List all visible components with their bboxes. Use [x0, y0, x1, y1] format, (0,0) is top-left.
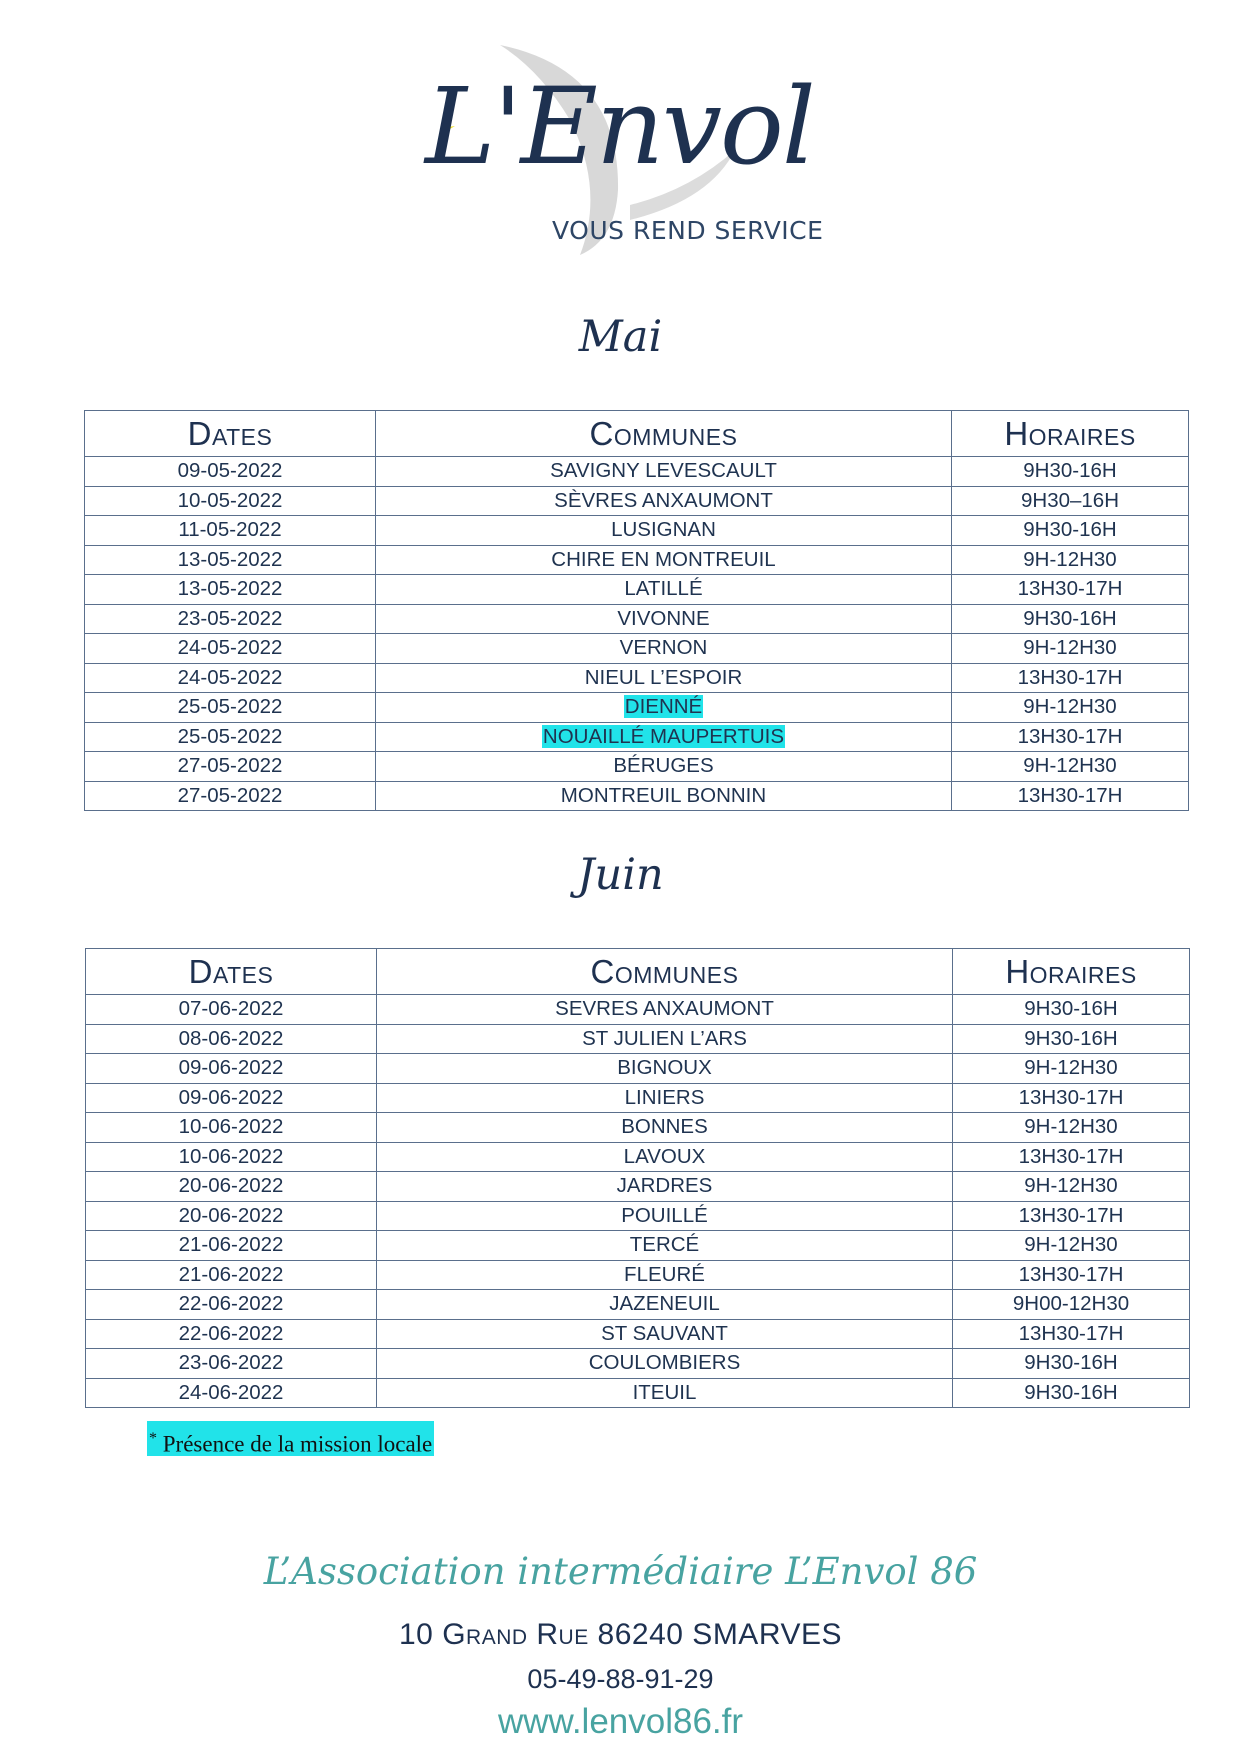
commune-cell: BÉRUGES — [376, 752, 952, 782]
date-cell: 10-06-2022 — [86, 1113, 377, 1143]
date-cell: 09-05-2022 — [85, 457, 376, 487]
date-cell: 13-05-2022 — [85, 545, 376, 575]
note-marker: * — [149, 1430, 157, 1447]
horaire-cell: 13H30-17H — [953, 1142, 1190, 1172]
commune-cell — [376, 693, 952, 723]
commune-cell: ITEUIL — [377, 1378, 953, 1408]
commune-cell: FLEURÉ — [377, 1260, 953, 1290]
phone-number: 05-49-88-91-29 — [527, 1664, 714, 1694]
mission-locale-note — [147, 1421, 434, 1456]
commune-cell: BONNES — [377, 1113, 953, 1143]
address: 10 Grand Rue 86240 SMARVES — [399, 1618, 842, 1651]
table-row — [85, 604, 1189, 634]
date-cell: 22-06-2022 — [86, 1290, 377, 1320]
horaire-cell: 13H30-17H — [952, 663, 1189, 693]
date-cell: 24-06-2022 — [86, 1378, 377, 1408]
horaire-cell: 9H-12H30 — [953, 1054, 1190, 1084]
horaire-cell: 13H30-17H — [952, 575, 1189, 605]
column-header-horaires: Horaires — [953, 949, 1190, 995]
horaire-cell: 13H30-17H — [953, 1260, 1190, 1290]
horaire-cell: 9H-12H30 — [953, 1172, 1190, 1202]
table-row — [86, 1054, 1190, 1084]
commune-cell: NIEUL L’ESPOIR — [376, 663, 952, 693]
table-row — [86, 1260, 1190, 1290]
website-link[interactable]: www.lenvol86.fr — [497, 1702, 744, 1741]
table-row — [85, 722, 1189, 752]
schedule-table-mai — [84, 410, 1189, 811]
highlighted-commune: NOUAILLÉ MAUPERTUIS — [542, 724, 785, 748]
horaire-cell: 13H30-17H — [953, 1319, 1190, 1349]
table-row — [85, 634, 1189, 664]
horaire-cell: 9H30–16H — [952, 486, 1189, 516]
commune-cell: ST JULIEN L’ARS — [377, 1024, 953, 1054]
table-row — [86, 1378, 1190, 1408]
commune-cell: LUSIGNAN — [376, 516, 952, 546]
date-cell: 20-06-2022 — [86, 1201, 377, 1231]
date-cell: 09-06-2022 — [86, 1083, 377, 1113]
horaire-cell: 9H-12H30 — [952, 545, 1189, 575]
date-cell: 25-05-2022 — [85, 693, 376, 723]
table-row — [85, 486, 1189, 516]
commune-cell: ST SAUVANT — [377, 1319, 953, 1349]
horaire-cell: 9H30-16H — [952, 604, 1189, 634]
commune-cell: SÈVRES ANXAUMONT — [376, 486, 952, 516]
commune-cell: JAZENEUIL — [377, 1290, 953, 1320]
table-row — [86, 1172, 1190, 1202]
table-row — [86, 1113, 1190, 1143]
table-row — [86, 1083, 1190, 1113]
date-cell: 08-06-2022 — [86, 1024, 377, 1054]
date-cell: 22-06-2022 — [86, 1319, 377, 1349]
horaire-cell: 9H30-16H — [952, 457, 1189, 487]
column-header-horaires: Horaires — [952, 411, 1189, 457]
horaire-cell: 13H30-17H — [952, 781, 1189, 811]
horaire-cell: 13H30-17H — [953, 1083, 1190, 1113]
date-cell: 09-06-2022 — [86, 1054, 377, 1084]
horaire-cell: 13H30-17H — [953, 1201, 1190, 1231]
table-row — [86, 1024, 1190, 1054]
date-cell: 24-05-2022 — [85, 634, 376, 664]
date-cell: 21-06-2022 — [86, 1231, 377, 1261]
table-header-row — [85, 411, 1189, 457]
horaire-cell: 9H30-16H — [952, 516, 1189, 546]
table-row — [85, 693, 1189, 723]
table-row — [85, 545, 1189, 575]
commune-cell: MONTREUIL BONNIN — [376, 781, 952, 811]
commune-cell: VERNON — [376, 634, 952, 664]
table-row — [86, 1319, 1190, 1349]
horaire-cell: 9H-12H30 — [952, 634, 1189, 664]
commune-cell: SEVRES ANXAUMONT — [377, 995, 953, 1025]
commune-cell: POUILLÉ — [377, 1201, 953, 1231]
horaire-cell: 9H-12H30 — [952, 752, 1189, 782]
date-cell: 21-06-2022 — [86, 1260, 377, 1290]
commune-cell: LATILLÉ — [376, 575, 952, 605]
commune-cell: COULOMBIERS — [377, 1349, 953, 1379]
table-row — [85, 516, 1189, 546]
commune-cell: LINIERS — [377, 1083, 953, 1113]
horaire-cell: 9H30-16H — [953, 1349, 1190, 1379]
column-header-dates: Dates — [86, 949, 377, 995]
table-row — [85, 457, 1189, 487]
commune-cell — [376, 722, 952, 752]
table-row — [86, 1142, 1190, 1172]
column-header-communes: Communes — [377, 949, 953, 995]
table-row — [86, 995, 1190, 1025]
date-cell: 10-05-2022 — [85, 486, 376, 516]
commune-cell: CHIRE EN MONTREUIL — [376, 545, 952, 575]
horaire-cell: 9H30-16H — [953, 1378, 1190, 1408]
logo-tagline: VOUS REND SERVICE — [552, 216, 824, 245]
table-row — [85, 781, 1189, 811]
horaire-cell: 9H00-12H30 — [953, 1290, 1190, 1320]
table-header-row — [86, 949, 1190, 995]
horaire-cell: 9H-12H30 — [952, 693, 1189, 723]
horaire-cell: 9H-12H30 — [953, 1113, 1190, 1143]
table-row — [85, 752, 1189, 782]
commune-cell: SAVIGNY LEVESCAULT — [376, 457, 952, 487]
horaire-cell: 9H30-16H — [953, 1024, 1190, 1054]
horaire-cell: 9H30-16H — [953, 995, 1190, 1025]
month-title-juin: Juin — [577, 850, 664, 900]
date-cell: 20-06-2022 — [86, 1172, 377, 1202]
table-row — [86, 1231, 1190, 1261]
commune-cell: LAVOUX — [377, 1142, 953, 1172]
table-row — [85, 575, 1189, 605]
date-cell: 25-05-2022 — [85, 722, 376, 752]
date-cell: 10-06-2022 — [86, 1142, 377, 1172]
table-row — [86, 1349, 1190, 1379]
note-text: Présence de la mission locale — [157, 1431, 433, 1457]
month-title-mai: Mai — [578, 312, 663, 362]
horaire-cell: 13H30-17H — [952, 722, 1189, 752]
date-cell: 27-05-2022 — [85, 781, 376, 811]
logo — [390, 40, 830, 260]
date-cell: 07-06-2022 — [86, 995, 377, 1025]
date-cell: 13-05-2022 — [85, 575, 376, 605]
date-cell: 24-05-2022 — [85, 663, 376, 693]
highlighted-commune: DIENNÉ — [624, 695, 703, 718]
commune-cell: JARDRES — [377, 1172, 953, 1202]
logo-wordmark: L'Envol — [425, 65, 814, 188]
schedule-table-juin — [85, 948, 1190, 1408]
date-cell: 27-05-2022 — [85, 752, 376, 782]
date-cell: 23-05-2022 — [85, 604, 376, 634]
commune-cell: TERCÉ — [377, 1231, 953, 1261]
association-name: L’Association intermédiaire L’Envol 86 — [263, 1550, 978, 1593]
commune-cell: VIVONNE — [376, 604, 952, 634]
table-row — [85, 663, 1189, 693]
table-row — [86, 1290, 1190, 1320]
date-cell: 11-05-2022 — [85, 516, 376, 546]
table-row — [86, 1201, 1190, 1231]
horaire-cell: 9H-12H30 — [953, 1231, 1190, 1261]
column-header-communes: Communes — [376, 411, 952, 457]
column-header-dates: Dates — [85, 411, 376, 457]
date-cell: 23-06-2022 — [86, 1349, 377, 1379]
commune-cell: BIGNOUX — [377, 1054, 953, 1084]
